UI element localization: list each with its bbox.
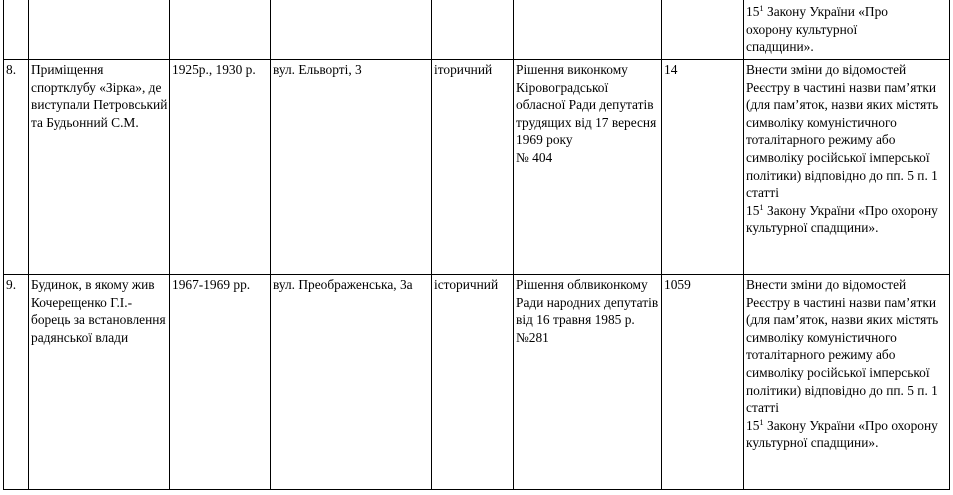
cell-registry-number: 14 <box>662 60 744 275</box>
cell-number: 8. <box>4 60 29 275</box>
action-text: Внести зміни до відомостей Реєстру в частині назви пам’ятки (для пам’яток, назви яких містять символіку комуністичного тоталітарного режиму або символіку російської імперської політики) відповідно до пп. 5 п. 1 статті <box>746 277 939 416</box>
monument-registry-table <box>3 0 950 490</box>
cell-number: 9. <box>4 275 29 490</box>
cell-action <box>744 0 950 60</box>
cell-date <box>170 0 271 60</box>
cell-date: 1925р., 1930 р. <box>170 60 271 275</box>
action-article-sup: 1 <box>759 201 764 212</box>
action-text: Внести зміни до відомостей Реєстру в частині назви пам’ятки (для пам’яток, назви яких містять символіку комуністичного тоталітарного режиму або символіку російської імперської політики) відповідно до пп. 5 п. 1 статті <box>746 62 939 201</box>
document-text: Рішення виконкому Кіровоградської обласної Ради депутатів трудящих від 17 вересня 1969 року <box>516 62 657 148</box>
cell-address: вул. Ельворті, 3 <box>271 60 432 275</box>
cell-date: 1967-1969 рр. <box>170 275 271 490</box>
cell-type <box>432 0 514 60</box>
action-article-sup: 1 <box>759 416 764 427</box>
action-tail-line: охорону культурної <box>746 21 858 37</box>
cell-action <box>744 60 950 275</box>
action-law: Закону України «Про охорону культурної спадщини». <box>746 202 938 236</box>
cell-address <box>271 0 432 60</box>
action-tail-sup: 1 <box>759 3 764 13</box>
table-row <box>4 275 950 490</box>
cell-document <box>514 60 662 275</box>
cell-name <box>29 0 170 60</box>
cell-registry-number: 1059 <box>662 275 744 490</box>
cell-action <box>744 275 950 490</box>
cell-registry-number <box>662 0 744 60</box>
action-law: Закону України «Про охорону культурної спадщини». <box>746 417 938 451</box>
action-tail-text: Закону України «Про <box>763 4 888 19</box>
action-tail-line: спадщини». <box>746 39 814 55</box>
cell-type: іторичний <box>432 60 514 275</box>
table-row-continuation <box>4 0 950 60</box>
cell-name: Приміщення спортклубу «Зірка», де виступали Петровський та Будьонний С.М. <box>29 60 170 275</box>
cell-type: історичний <box>432 275 514 490</box>
action-article: 15 <box>746 202 760 218</box>
document-text: Рішення облвиконкому Ради народних депутатів від 16 травня 1985 р. №281 <box>516 277 659 345</box>
cell-address: вул. Преображенська, 3а <box>271 275 432 490</box>
action-article: 15 <box>746 417 760 433</box>
table-row <box>4 60 950 275</box>
cell-document <box>514 275 662 490</box>
cell-number <box>4 0 29 60</box>
cell-document <box>514 0 662 60</box>
document-number: № 404 <box>516 149 553 165</box>
action-tail-prefix: 15 <box>746 4 760 19</box>
cell-name: Будинок, в якому жив Кочерещенко Г.І.- борець за встановлення радянської влади <box>29 275 170 490</box>
